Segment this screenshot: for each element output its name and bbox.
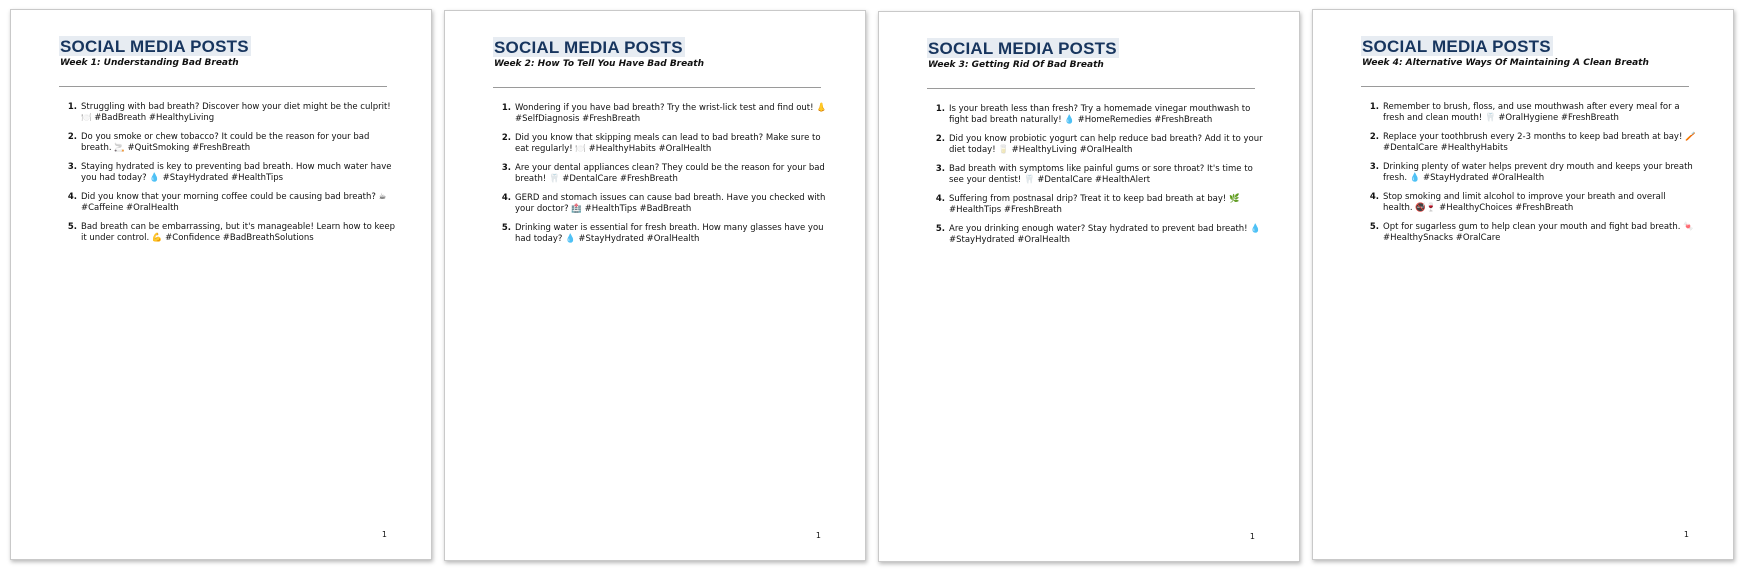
list-number: 3. — [935, 164, 945, 174]
post-text: Staying hydrated is key to preventing bad breath. How much water have you had today? 💧 #StayHydrated #HealthTips — [81, 162, 392, 183]
post-text: Bad breath with symptoms like painful gums or sore throat? It's time to see your dentist! 🦷 #DentalCare #HealthAlert — [949, 164, 1253, 185]
page-week-3 — [878, 11, 1300, 562]
list-item — [493, 163, 829, 185]
page-subtitle: Week 3: Getting Rid Of Bad Breath — [928, 60, 1104, 70]
list-number: 2. — [935, 134, 945, 144]
list-number: 1. — [1369, 102, 1379, 112]
list-number: 4. — [1369, 192, 1379, 202]
list-item — [59, 102, 395, 124]
list-number: 1. — [501, 103, 511, 113]
page-header — [1361, 36, 1649, 68]
list-item — [493, 193, 829, 215]
header-divider — [493, 87, 821, 88]
header-divider — [1361, 86, 1689, 87]
post-text: Did you know that your morning coffee could be causing bad breath? ☕ #Caffeine #OralHealth — [81, 192, 387, 213]
page-number: 1 — [1683, 530, 1689, 539]
list-item — [59, 192, 395, 214]
post-list — [1361, 102, 1697, 252]
header-divider — [59, 86, 387, 87]
list-number: 2. — [501, 133, 511, 143]
page-subtitle: Week 2: How To Tell You Have Bad Breath — [494, 59, 705, 69]
post-text: Wondering if you have bad breath? Try the wrist-lick test and find out! 👃 #SelfDiagnosis #FreshBreath — [515, 103, 827, 124]
page-week-2 — [444, 10, 866, 561]
post-text: Suffering from postnasal drip? Treat it to keep bad breath at bay! 🌿 #HealthTips #FreshBreath — [949, 194, 1240, 215]
page-week-4 — [1312, 9, 1734, 560]
list-item — [1361, 192, 1697, 214]
list-item — [927, 164, 1263, 186]
list-number: 2. — [1369, 132, 1379, 142]
list-item — [1361, 102, 1697, 124]
post-list — [59, 102, 395, 252]
post-text: Is your breath less than fresh? Try a homemade vinegar mouthwash to fight bad breath naturally! 💧 #HomeRemedies #FreshBreath — [949, 104, 1251, 125]
list-number: 3. — [1369, 162, 1379, 172]
page-title: SOCIAL MEDIA POSTS — [1362, 37, 1551, 56]
list-number: 4. — [67, 192, 77, 202]
list-item — [493, 133, 829, 155]
post-text: Struggling with bad breath? Discover how your diet might be the culprit! 🍽️ #BadBreath #HealthyLiving — [81, 102, 391, 123]
list-number: 3. — [501, 163, 511, 173]
post-text: Do you smoke or chew tobacco? It could be the reason for your bad breath. 🚬 #QuitSmoking #FreshBreath — [81, 132, 370, 153]
list-number: 4. — [501, 193, 511, 203]
list-number: 3. — [67, 162, 77, 172]
page-number: 1 — [1249, 532, 1255, 541]
post-list — [493, 103, 829, 253]
list-number: 5. — [67, 222, 77, 232]
list-item — [927, 134, 1263, 156]
page-header — [927, 38, 1119, 70]
list-number: 5. — [501, 223, 511, 233]
list-item — [1361, 222, 1697, 244]
post-list — [927, 104, 1263, 254]
list-item — [59, 162, 395, 184]
page-title: SOCIAL MEDIA POSTS — [928, 39, 1117, 58]
list-item — [927, 104, 1263, 126]
post-text: Drinking plenty of water helps prevent dry mouth and keeps your breath fresh. 💧 #StayHydrated #OralHealth — [1383, 162, 1693, 183]
post-text: Are you drinking enough water? Stay hydrated to prevent bad breath! 💧 #StayHydrated #OralHealth — [949, 224, 1261, 245]
list-item — [927, 224, 1263, 246]
post-text: Did you know probiotic yogurt can help reduce bad breath? Add it to your diet today! 🥛 #HealthyLiving #OralHealth — [949, 134, 1263, 155]
page-week-1 — [10, 9, 432, 560]
page-header — [493, 37, 704, 69]
page-title: SOCIAL MEDIA POSTS — [60, 37, 249, 56]
list-item — [1361, 162, 1697, 184]
list-number: 2. — [67, 132, 77, 142]
post-text: Drinking water is essential for fresh breath. How many glasses have you had today? 💧 #StayHydrated #OralHealth — [515, 223, 824, 244]
list-item — [1361, 132, 1697, 154]
list-number: 1. — [67, 102, 77, 112]
list-item — [493, 223, 829, 245]
post-text: GERD and stomach issues can cause bad breath. Have you checked with your doctor? 🏥 #HealthTips #BadBreath — [515, 193, 826, 214]
post-text: Replace your toothbrush every 2-3 months to keep bad breath at bay! 🪥 #DentalCare #HealthyHabits — [1383, 132, 1696, 153]
list-item — [493, 103, 829, 125]
post-text: Bad breath can be embarrassing, but it's manageable! Learn how to keep it under control. 💪 #Confidence #BadBreathSolutions — [81, 222, 395, 243]
list-item — [59, 222, 395, 244]
page-title: SOCIAL MEDIA POSTS — [494, 38, 683, 57]
page-subtitle: Week 4: Alternative Ways Of Maintaining A Clean Breath — [1362, 58, 1649, 68]
page-number: 1 — [815, 531, 821, 540]
page-header — [59, 36, 251, 68]
post-text: Remember to brush, floss, and use mouthwash after every meal for a fresh and clean mouth! 🦷 #OralHygiene #FreshBreath — [1383, 102, 1680, 123]
page-subtitle: Week 1: Understanding Bad Breath — [60, 58, 239, 68]
list-number: 4. — [935, 194, 945, 204]
list-number: 5. — [935, 224, 945, 234]
list-number: 5. — [1369, 222, 1379, 232]
page-number: 1 — [381, 530, 387, 539]
post-text: Are your dental appliances clean? They could be the reason for your bad breath! 🦷 #DentalCare #FreshBreath — [515, 163, 825, 184]
list-item — [927, 194, 1263, 216]
header-divider — [927, 88, 1255, 89]
post-text: Did you know that skipping meals can lead to bad breath? Make sure to eat regularly! 🍽️ #HealthyHabits #OralHealth — [515, 133, 821, 154]
post-text: Stop smoking and limit alcohol to improve your breath and overall health. 🚭🍷 #HealthyChoices #FreshBreath — [1383, 192, 1666, 213]
post-text: Opt for sugarless gum to help clean your mouth and fight bad breath. 🍬 #HealthySnacks #OralCare — [1383, 222, 1694, 243]
list-item — [59, 132, 395, 154]
list-number: 1. — [935, 104, 945, 114]
